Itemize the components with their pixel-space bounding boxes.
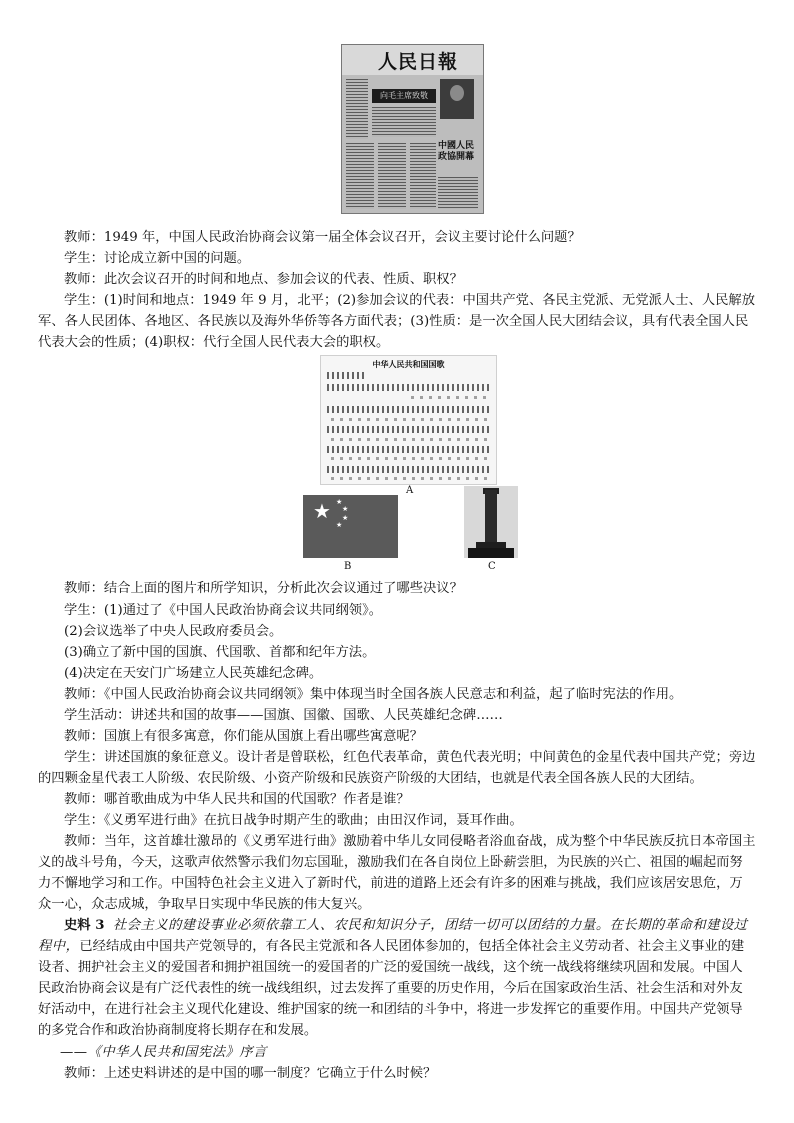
dialogue-student-5: 学生：《义勇军进行曲》在抗日战争时期产生的歌曲；由田汉作词，聂耳作曲。 [64,813,523,828]
dialogue-teacher-4: 教师：《中国人民政治协商会议共同纲领》集中体现当时全国各族人民意志和利益，起了临时宪法的作用。 [64,687,683,702]
dialogue-teacher-3: 教师：结合上面的图片和所学知识，分析此次会议通过了哪些决议？ [64,581,463,596]
small-star-icon: ★ [336,521,343,529]
source-citation: ——《中华人民共和国宪法》序言 [60,1045,267,1060]
dialogue-teacher-8: 教师：上述史料讲述的是中国的哪一制度？它确立于什么时候？ [64,1066,437,1081]
small-star-icon: ★ [342,505,349,513]
caption-c: C [488,561,496,572]
source-material-3 [38,915,756,1041]
anthem-score-image [320,355,497,485]
student-activity: 学生活动：讲述共和国的故事——国旗、国徽、国歌、人民英雄纪念碑…… [64,708,503,723]
source-text: 已经结成由中国共产党领导的，有各民主党派和各人民团体参加的，包括全体社会主义劳动者、社会主义事业的建设者、拥护社会主义的爱国者和拥护祖国统一的爱国者的广泛的爱国统一战线，这个统一战线将继续巩固和发展。中国人民政治协商会议是有广泛代表性的统一战线组织，过去发挥了重要的历史作用，今后在国家政治生活、社会生活和对外友好活动中，在进行社会主义现代化建设、维护国家的统一和团结的斗争中，将进一步发挥它的重要作用。中国共产党领导的多党合作和政治协商制度将长期存在和发展。 [38,939,745,1038]
newspaper-banner: 向毛主席致敬 [372,89,436,103]
caption-a: A [406,485,414,496]
newspaper-masthead [342,45,483,75]
monument-image [464,486,518,558]
dialogue-student-2: 学生：(1)时间和地点：1949 年 9 月，北平；(2)参加会议的代表：中国共产党、各民主党派、无党派人士、人民解放军、各人民团体、各地区、各民族以及海外华侨等各方面代表；(3)性质：是一次全国人民大团结会议，具有代表全国人民代表大会的性质；(4)职权：代行全国人民代表大会的职权。 [38,293,756,350]
portrait-photo [440,79,474,119]
resolution-3: (3)确立了新中国的国旗、代国歌、首都和纪年方法。 [64,645,376,660]
small-star-icon: ★ [342,514,349,522]
resolution-4: (4)决定在天安门广场建立人民英雄纪念碑。 [64,666,323,681]
dialogue-teacher-6: 教师：哪首歌曲成为中华人民共和国的代国歌？作者是谁？ [64,792,410,807]
dialogue-student-4: 学生：讲述国旗的象征意义。设计者是曾联松，红色代表革命，黄色代表光明；中间黄色的金星代表中国共产党；旁边的四颗金星代表工人阶级、农民阶级、小资产阶级和民族资产阶级的大团结，也就是代表全国各族人民的大团结。 [38,750,756,786]
caption-b: B [344,561,352,572]
dialogue-teacher-7: 教师：当年，这首雄壮激昂的《义勇军进行曲》激励着中华儿女同侵略者浴血奋战，成为整个中华民族反抗日本帝国主义的战斗号角，今天，这歌声依然警示我们勿忘国耻，激励我们在各自岗位上卧薪尝胆，为民族的兴亡、祖国的崛起而努力不懈地学习和工作。中国特色社会主义进入了新时代，前进的道路上还会有许多的困难与挑战，我们应该居安思危，万众一心，众志成城，争取早日实现中华民族的伟大复兴。 [38,834,756,912]
dialogue-teacher-2: 教师：此次会议召开的时间和地点、参加会议的代表、性质、职权？ [64,272,463,287]
source-italic-text: 社会主义的建设事业必须依靠工人、农民和知识分子，团结一切可以团结的力量。在长期的革命和建设过程中， [38,918,748,954]
small-star-icon: ★ [336,498,343,506]
newspaper-image [341,44,484,214]
newspaper-title: 人民日報 [378,51,459,73]
newspaper-headline: 中國人民政協開幕 [438,141,475,162]
dialogue-teacher-1: 教师：1949 年，中国人民政治协商会议第一届全体会议召开，会议主要讨论什么问题？ [64,230,581,245]
national-flag-image [303,495,398,558]
anthem-title: 中华人民共和国国歌 [372,359,445,369]
dialogue-student-1: 学生：讨论成立新中国的问题。 [64,251,251,266]
resolution-2: (2)会议选举了中央人民政府委员会。 [64,624,283,639]
source-label: 史料 3 [64,918,105,933]
dialogue-teacher-5: 教师：国旗上有很多寓意，你们能从国旗上看出哪些寓意呢？ [64,729,424,744]
dialogue-student-3: 学生：(1)通过了《中国人民政治协商会议共同纲领》。 [64,603,383,618]
big-star-icon: ★ [313,499,331,523]
